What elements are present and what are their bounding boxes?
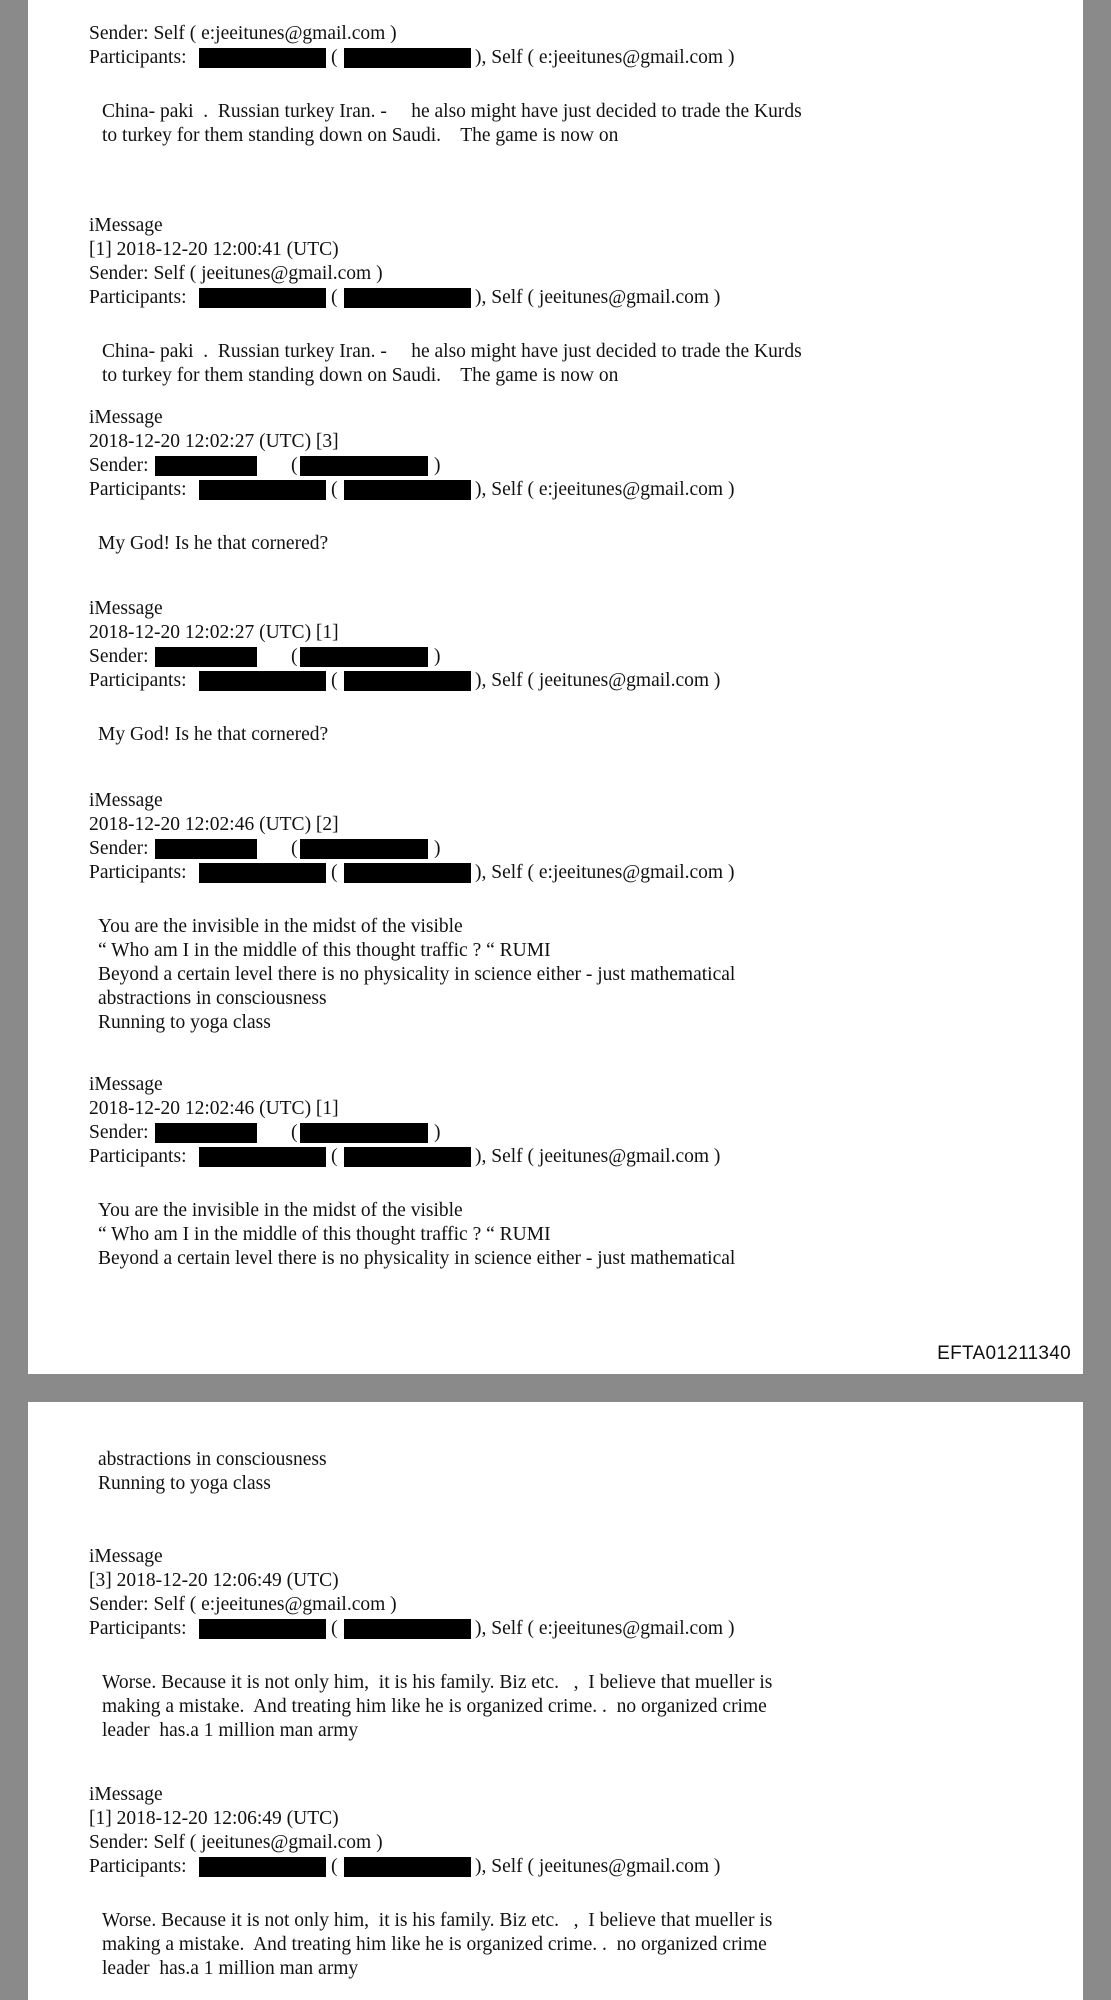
participants-label: Participants: [89,670,187,691]
participants-self: ), Self ( e:jeeitunes@gmail.com ) [475,1618,735,1639]
timestamp-line: [1] 2018-12-20 12:00:41 (UTC) [89,239,339,260]
message-body-line: China- paki . Russian turkey Iran. - he also might have just decided to trade the Kurds [102,101,802,122]
redacted-sender-name [155,647,257,667]
sender-label: Sender: [89,1122,149,1143]
paren-close: ) [434,646,441,667]
sender-line: Sender: Self ( e:jeeitunes@gmail.com ) [89,1594,397,1615]
redacted-participant-id [344,1147,471,1167]
message-body-line: Beyond a certain level there is no physicality in science either - just mathematical [98,1248,736,1269]
redacted-participant-name [199,288,326,308]
redacted-sender-id [300,647,428,667]
redacted-sender-name [155,839,257,859]
sender-line: Sender: Self ( jeeitunes@gmail.com ) [89,263,383,284]
paren-open: ( [331,670,338,691]
paren-open: ( [331,1618,338,1639]
message-type-label: iMessage [89,407,163,428]
message-body-line: Running to yoga class [98,1473,271,1494]
redacted-participant-id [344,480,471,500]
participants-self: ), Self ( jeeitunes@gmail.com ) [475,287,721,308]
message-body-line: Worse. Because it is not only him, it is his family. Biz etc. , I believe that mueller is [102,1672,773,1693]
document-page-1 [28,0,1083,1374]
redacted-participant-name [199,1147,326,1167]
message-body-line: to turkey for them standing down on Saudi. The game is now on [102,365,619,386]
participants-self: ), Self ( e:jeeitunes@gmail.com ) [475,862,735,883]
redacted-participant-id [344,1619,471,1639]
paren-close: ) [434,1122,441,1143]
paren-open: ( [331,479,338,500]
paren-open: ( [291,1122,298,1143]
timestamp-line: 2018-12-20 12:02:46 (UTC) [2] [89,814,339,835]
redacted-participant-name [199,1619,326,1639]
message-body-line: You are the invisible in the midst of the visible [98,916,463,937]
timestamp-line: 2018-12-20 12:02:27 (UTC) [3] [89,431,339,452]
redacted-participant-id [344,288,471,308]
message-body-line: making a mistake. And treating him like he is organized crime. . no organized crime [102,1934,767,1955]
paren-open: ( [331,287,338,308]
message-body-line: Running to yoga class [98,1012,271,1033]
redacted-participant-name [199,671,326,691]
timestamp-line: [1] 2018-12-20 12:06:49 (UTC) [89,1808,339,1829]
message-type-label: iMessage [89,1074,163,1095]
participants-label: Participants: [89,47,187,68]
redacted-participant-id [344,671,471,691]
participants-label: Participants: [89,479,187,500]
redacted-sender-name [155,1123,257,1143]
participants-self: ), Self ( jeeitunes@gmail.com ) [475,1146,721,1167]
message-body-line: Worse. Because it is not only him, it is his family. Biz etc. , I believe that mueller is [102,1910,773,1931]
redacted-participant-name [199,48,326,68]
message-body-line: China- paki . Russian turkey Iran. - he also might have just decided to trade the Kurds [102,341,802,362]
message-body-line: abstractions in consciousness [98,1449,327,1470]
document-id-stamp: EFTA01211340 [937,1343,1071,1364]
message-type-label: iMessage [89,215,163,236]
paren-close: ) [434,838,441,859]
sender-label: Sender: [89,455,149,476]
participants-self: ), Self ( e:jeeitunes@gmail.com ) [475,479,735,500]
paren-open: ( [331,1856,338,1877]
paren-close: ) [434,455,441,476]
message-body-line: Beyond a certain level there is no physicality in science either - just mathematical [98,964,736,985]
participants-label: Participants: [89,1856,187,1877]
redacted-sender-id [300,1123,428,1143]
message-type-label: iMessage [89,790,163,811]
participants-self: ), Self ( jeeitunes@gmail.com ) [475,1856,721,1877]
paren-open: ( [291,646,298,667]
message-type-label: iMessage [89,1784,163,1805]
participants-label: Participants: [89,1146,187,1167]
sender-label: Sender: [89,838,149,859]
participants-label: Participants: [89,862,187,883]
message-body-line: You are the invisible in the midst of the visible [98,1200,463,1221]
redacted-sender-id [300,839,428,859]
message-body-line: My God! Is he that cornered? [98,533,329,554]
sender-label: Sender: [89,646,149,667]
paren-open: ( [291,838,298,859]
paren-open: ( [331,47,338,68]
message-type-label: iMessage [89,598,163,619]
message-type-label: iMessage [89,1546,163,1567]
paren-open: ( [291,455,298,476]
sender-line: Sender: Self ( jeeitunes@gmail.com ) [89,1832,383,1853]
redacted-participant-id [344,48,471,68]
timestamp-line: 2018-12-20 12:02:27 (UTC) [1] [89,622,339,643]
redacted-participant-id [344,1857,471,1877]
sender-line: Sender: Self ( e:jeeitunes@gmail.com ) [89,23,397,44]
message-body-line: My God! Is he that cornered? [98,724,329,745]
participants-label: Participants: [89,287,187,308]
message-body-line: leader has.a 1 million man army [102,1720,359,1741]
document-page-2 [28,1402,1083,2000]
message-body-line: abstractions in consciousness [98,988,327,1009]
redacted-participant-id [344,863,471,883]
message-body-line: making a mistake. And treating him like he is organized crime. . no organized crime [102,1696,767,1717]
paren-open: ( [331,862,338,883]
timestamp-line: 2018-12-20 12:02:46 (UTC) [1] [89,1098,339,1119]
message-body-line: “ Who am I in the middle of this thought traffic ? “ RUMI [98,940,551,961]
message-body-line: to turkey for them standing down on Saudi. The game is now on [102,125,619,146]
redacted-participant-name [199,480,326,500]
paren-open: ( [331,1146,338,1167]
redacted-participant-name [199,863,326,883]
redacted-sender-name [155,456,257,476]
message-body-line: leader has.a 1 million man army [102,1958,359,1979]
redacted-participant-name [199,1857,326,1877]
timestamp-line: [3] 2018-12-20 12:06:49 (UTC) [89,1570,339,1591]
participants-label: Participants: [89,1618,187,1639]
message-body-line: “ Who am I in the middle of this thought traffic ? “ RUMI [98,1224,551,1245]
participants-self: ), Self ( jeeitunes@gmail.com ) [475,670,721,691]
participants-self: ), Self ( e:jeeitunes@gmail.com ) [475,47,735,68]
redacted-sender-id [300,456,428,476]
